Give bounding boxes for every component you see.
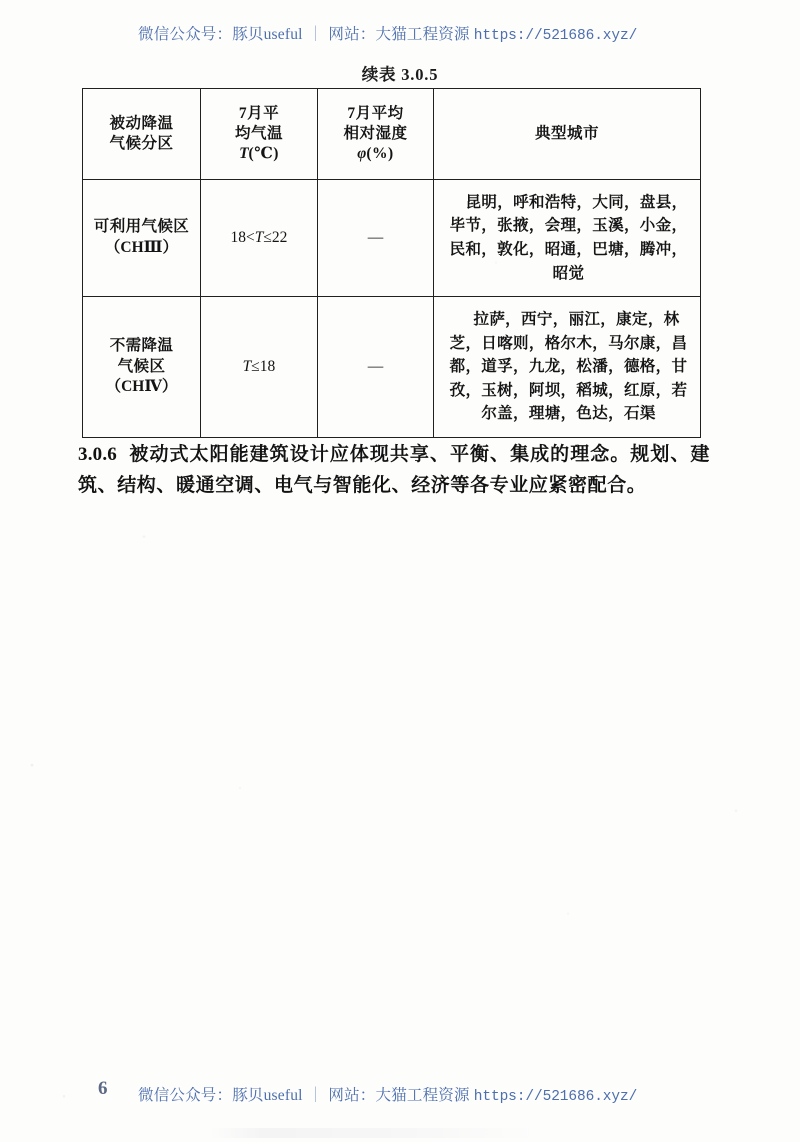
footer-watermark (138, 1083, 637, 1105)
table-caption: 续表 3.0.5 (361, 65, 439, 84)
header-watermark (138, 22, 637, 44)
watermark-url: https://521686.xyz/ (473, 28, 638, 44)
cell-zone-ch3 (83, 180, 201, 297)
cell-humidity-ch3: — (318, 180, 434, 297)
zone-ch4-line-2: 气候区 (117, 357, 166, 375)
table-row (83, 180, 701, 297)
zone-ch3-code: （CHⅢ） (104, 239, 179, 256)
footer-watermark-site-text: 网站：大猫工程资源 (328, 1087, 470, 1104)
zone-ch4-code: （CHⅣ） (105, 378, 178, 396)
header-humidity-line-1: 7月平均 (347, 104, 404, 122)
header-cell-cities (434, 89, 701, 180)
watermark-separator: ｜ (307, 26, 324, 43)
footer-watermark-wechat-text: 微信公众号：豚贝useful (138, 1087, 303, 1104)
header-zone-line-2: 气候分区 (109, 135, 174, 152)
header-humidity-line-2: 相对湿度 (343, 124, 408, 142)
header-temp-line-1: 7月平 (238, 104, 280, 122)
header-humidity-symbol: φ (357, 145, 367, 163)
zone-ch3-line-1: 可利用气候区 (93, 218, 190, 236)
cell-cities-ch3: 昆明，呼和浩特，大同，盘县，毕节，张掖，会理，玉溪，小金，民和，敦化，昭通，巴塘，腾冲，昭觉 (434, 180, 701, 297)
temp-ch4-symbol: T (242, 358, 252, 375)
watermark-wechat-text: 微信公众号：豚贝useful (138, 26, 303, 43)
header-temp-unit (201, 144, 317, 164)
footer-watermark-separator: ｜ (307, 1087, 324, 1104)
cell-humidity-ch4: — (318, 297, 434, 438)
cell-zone-ch4 (83, 297, 201, 438)
header-temp-unit-text: (℃) (248, 145, 279, 163)
temp-ch4-suffix: ≤18 (251, 358, 276, 375)
header-cell-temperature (201, 89, 318, 180)
header-temp-symbol: T (239, 145, 249, 163)
header-humidity-unit (318, 144, 433, 164)
header-cities-label: 典型城市 (534, 124, 599, 142)
header-cell-humidity (318, 89, 434, 180)
cell-temperature-ch3 (201, 180, 318, 297)
scan-artifact (210, 1128, 590, 1138)
climate-zone-table (82, 88, 701, 438)
footer-watermark-url: https://521686.xyz/ (473, 1089, 638, 1105)
clause-paragraph (78, 440, 710, 502)
temp-ch3-suffix: ≤22 (263, 229, 288, 246)
temp-ch3-symbol: T (254, 229, 264, 246)
header-temp-line-2: 均气温 (234, 124, 283, 142)
header-humidity-unit-text: (%) (366, 145, 394, 163)
watermark-site-text: 网站：大猫工程资源 (328, 26, 470, 43)
cell-cities-ch4: 拉萨，西宁，丽江，康定，林芝，日喀则，格尔木，马尔康，昌都，道孚，九龙，松潘，德格，甘孜，玉树，阿坝，稻城，红原，若尔盖，理塘，色达，石渠 (434, 297, 701, 438)
table-header-row (83, 89, 701, 180)
page-number: 6 (98, 1078, 108, 1099)
clause-number: 3.0.6 (78, 444, 117, 465)
temp-ch3-prefix: 18< (230, 229, 255, 246)
cell-temperature-ch4 (201, 297, 318, 438)
header-zone-line-1: 被动降温 (109, 114, 174, 132)
table-row (83, 297, 701, 438)
header-cell-zone (83, 89, 201, 180)
zone-ch4-line-1: 不需降温 (109, 336, 174, 354)
clause-text: 被动式太阳能建筑设计应体现共享、平衡、集成的理念。规划、建筑、结构、暖通空调、电气与智能化、经济等各专业应紧密配合。 (78, 444, 710, 496)
